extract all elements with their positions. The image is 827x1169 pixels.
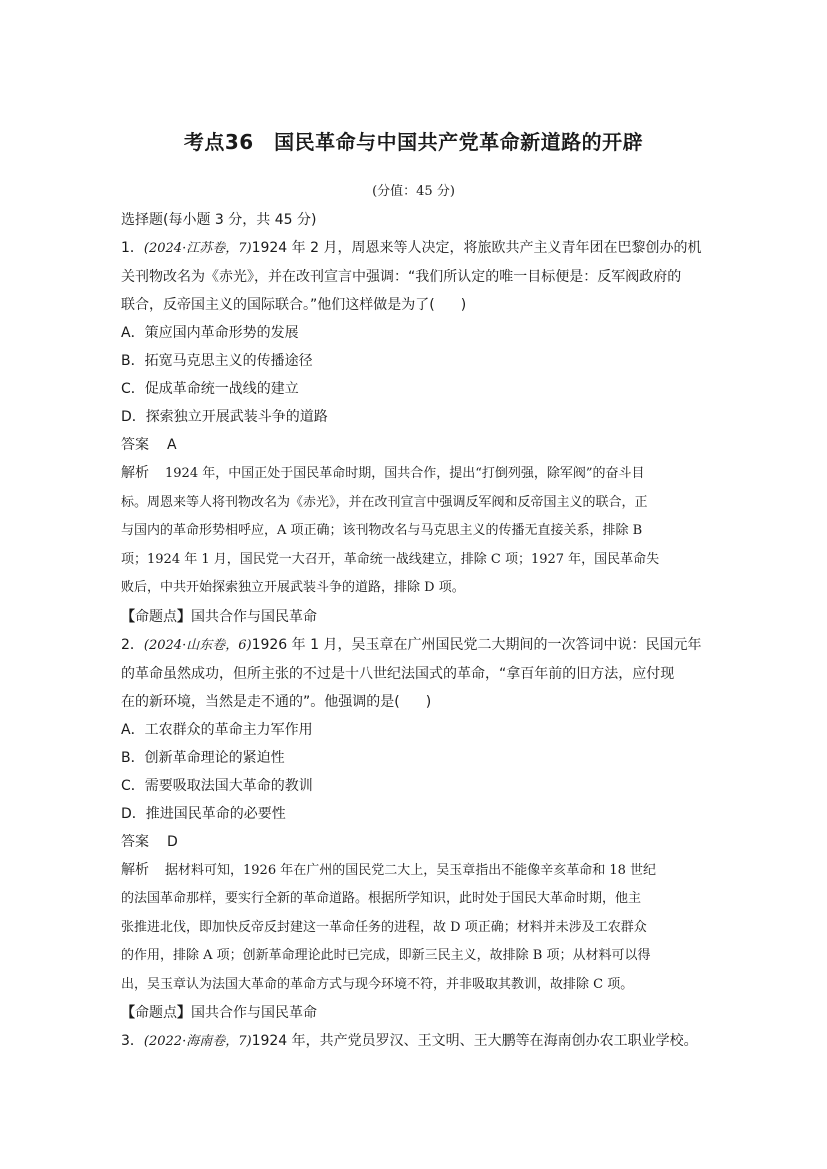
question-number: 3．: [121, 1033, 144, 1049]
question-number: 1．: [121, 240, 144, 256]
option-d: D．探索独立开展武装斗争的道路: [121, 409, 328, 425]
question-3: [121, 1027, 709, 1056]
question-text: 1924 年，共产党员罗汉、王文明、王大鹏等在海南创办农工职业学校。: [251, 1033, 698, 1049]
question-text: 在的新环境，当然是走不通的”。他强调的是(: [121, 693, 400, 710]
analysis-line: 出，吴玉章认为法国大革命的革命方式与现今环境不符，并非吸取其教训，故排除 C 项。: [121, 976, 634, 992]
answer-label: 答案: [121, 437, 149, 453]
analysis-text: 1924 年，中国正处于国民革命时期，国共合作，提出“打倒列强，除军阀”的奋斗目: [165, 466, 645, 481]
question-text: 1924 年 2 月，周恩来等人决定，将旅欧共产主义青年团在巴黎创办的机: [251, 240, 702, 256]
answer-label: 答案: [121, 833, 149, 850]
tag-bracket-left: 【: [121, 608, 135, 625]
option-b: B．拓宽马克思主义的传播途径: [121, 353, 313, 369]
tag-value: 国共合作与国民革命: [191, 1005, 317, 1021]
analysis-label: 解析: [121, 861, 149, 878]
question-text: 1926 年 1 月，吴玉章在广州国民党二大期间的一次答词中说：民国元年: [251, 636, 702, 653]
analysis-line: [121, 856, 709, 886]
analysis-line: [121, 459, 709, 489]
analysis-line: 标。周恩来等人将刊物改名为《赤光》，并在改刊宣言中强调反军阀和反帝国主义的联合，正: [121, 494, 648, 510]
question-stem-line: [121, 1027, 709, 1056]
tag-bracket-right: 】: [177, 1005, 191, 1021]
page-title: 考点36 国民革命与中国共产党革命新道路的开辟: [183, 130, 644, 154]
tag-bracket-right: 】: [177, 608, 191, 625]
analysis-line: 张推进北伐，即加快反帝反封建这一革命任务的进程，故 D 项正确；材料并未涉及工农群众: [121, 919, 647, 935]
question-source: (2024·江苏卷，7): [143, 241, 252, 256]
analysis-text: 据材料可知，1926 年在广州的国民党二大上，吴玉章指出不能像辛亥革命和 18 世纪: [165, 862, 657, 878]
question-source: (2024·山东卷，6): [143, 637, 252, 653]
option-c: C．促成革命统一战线的建立: [121, 381, 299, 397]
answer-value: D: [167, 833, 178, 850]
question-stem-line: [121, 234, 709, 263]
analysis-line: 败后，中共开始探索独立开展武装斗争的道路，排除 D 项。: [121, 580, 465, 595]
tag-label: 命题点: [135, 1005, 177, 1021]
question-stem-line: [121, 291, 709, 319]
tag-label: 命题点: [135, 608, 177, 625]
question-stem-line: [121, 631, 709, 660]
analysis-line: 项；1924 年 1 月，国民党一大召开，革命统一战线建立，排除 C 项；1927 年，国民革命失: [121, 551, 660, 567]
answer-row: [121, 431, 709, 459]
score-note: (分值：45 分): [372, 184, 455, 199]
question-text-close: ): [460, 297, 467, 313]
answer-row: [121, 828, 709, 856]
question-stem-line: 关刊物改名为《赤光》，并在改刊宣言中强调：“我们所认定的唯一目标便是：反军阀政府的: [121, 269, 682, 285]
analysis-line: 的作用，排除 A 项；创新革命理论此时已完成，即新三民主义，故排除 B 项；从材料可以得: [121, 948, 651, 963]
analysis-line: 的法国革命那样，要实行全新的革命道路。根据所学知识，此时处于国民大革命时期，他主: [121, 891, 642, 906]
analysis-block: [121, 459, 709, 603]
content-body: [121, 206, 709, 1056]
tag-bracket-left: 【: [121, 1005, 135, 1021]
analysis-line: 与国内的革命形势相呼应，A 项正确；该刊物改名与马克思主义的传播无直接关系，排除 B: [121, 523, 643, 538]
question-source: (2022·海南卷，7): [143, 1034, 252, 1049]
topic-tag: [121, 999, 709, 1027]
question-2: [121, 631, 709, 1028]
question-number: 2．: [121, 636, 144, 653]
option-a: A．策应国内革命形势的发展: [121, 325, 299, 341]
analysis-label: 解析: [121, 465, 149, 481]
question-stem-line: [121, 688, 709, 716]
question-1: [121, 234, 709, 631]
tag-value: 国共合作与国民革命: [191, 608, 317, 625]
answer-value: A: [167, 437, 177, 453]
option-c: C．需要吸取法国大革命的教训: [121, 777, 313, 794]
topic-tag: [121, 603, 709, 631]
section-heading: 选择题(每小题 3 分，共 45 分): [121, 212, 317, 228]
option-b: B．创新革命理论的紧迫性: [121, 749, 285, 766]
question-text-close: ): [425, 693, 432, 710]
question-text: 联合，反帝国主义的国际联合。”他们这样做是为了(: [121, 297, 435, 313]
option-d: D．推进国民革命的必要性: [121, 805, 286, 822]
option-a: A．工农群众的革命主力军作用: [121, 721, 313, 738]
question-stem-line: 的革命虽然成功，但所主张的不过是十八世纪法国式的革命，“拿百年前的旧方法，应付现: [121, 665, 675, 682]
analysis-block: [121, 856, 709, 1000]
